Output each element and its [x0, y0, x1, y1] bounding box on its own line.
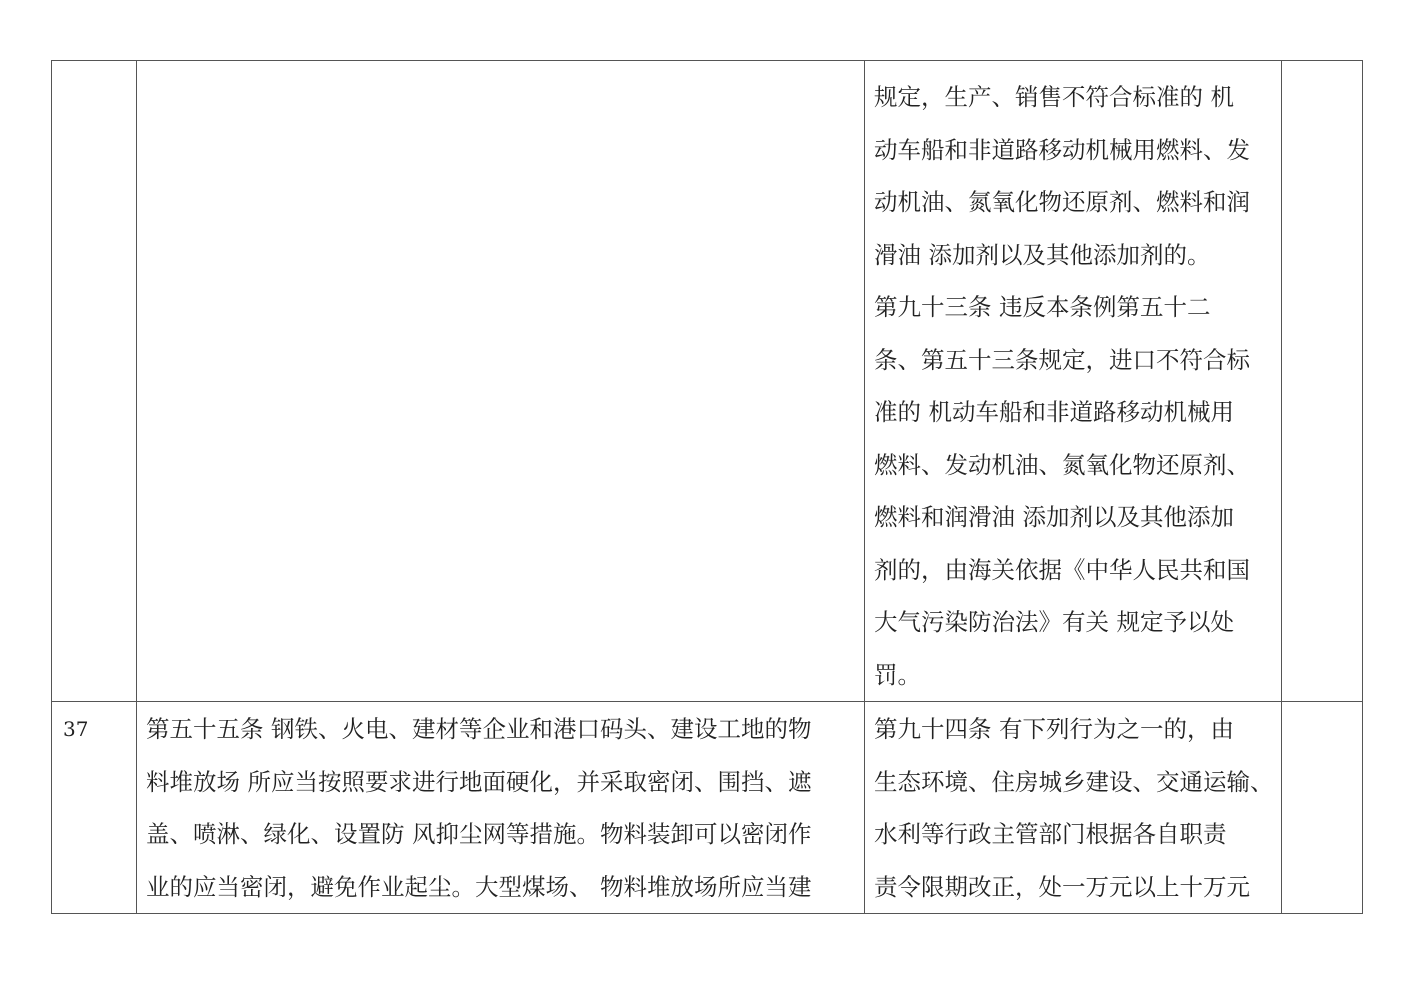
- regulation-comparison-table: [51, 60, 1363, 914]
- text-line: 料堆放场 所应当按照要求进行地面硬化，并采取密闭、围挡、遮: [146, 767, 812, 796]
- original-clause-cell: [137, 61, 865, 702]
- penalty-clause-text: [865, 702, 1281, 913]
- text-line: 第九十四条 有下列行为之一的，由: [874, 715, 1234, 743]
- text-line: 水利等行政主管部门根据各自职责: [874, 820, 1227, 848]
- text-line: 燃料、发动机油、氮氧化物还原剂、: [874, 450, 1250, 479]
- row-number: 37: [63, 717, 89, 741]
- text-line: 条、第五十三条规定，进口不符合标: [874, 345, 1250, 374]
- original-clause-text: [137, 702, 864, 913]
- text-line: 准的 机动车船和非道路移动机械用: [874, 398, 1234, 426]
- text-line: 业的应当密闭，避免作业起尘。大型煤场、 物料堆放场所应当建: [146, 872, 812, 901]
- text-line: 剂的，由海关依据《中华人民共和国: [874, 555, 1250, 584]
- row-number: [52, 61, 136, 62]
- text-line: 滑油 添加剂以及其他添加剂的。: [874, 240, 1211, 269]
- row-number-cell: [52, 61, 137, 702]
- penalty-clause-cell: [865, 61, 1282, 702]
- text-line: 第九十三条 违反本条例第五十二: [874, 293, 1211, 321]
- table-row: [52, 61, 1363, 702]
- text-line: 大气污染防治法》有关 规定予以处: [874, 608, 1234, 636]
- text-line: 盖、喷淋、绿化、设置防 风抑尘网等措施。物料装卸可以密闭作: [146, 820, 812, 848]
- penalty-clause-text: [865, 61, 1281, 701]
- remarks-cell: [1282, 702, 1363, 914]
- text-line: 第五十五条 钢铁、火电、建材等企业和港口码头、建设工地的物: [146, 715, 812, 743]
- text-line: 规定，生产、销售不符合标准的 机: [874, 83, 1234, 111]
- original-clause-text: [137, 61, 864, 62]
- text-line: 生态环境、住房城乡建设、交通运输、: [874, 767, 1274, 796]
- table-row: [52, 702, 1363, 914]
- text-line: 燃料和润滑油 添加剂以及其他添加: [874, 503, 1234, 531]
- original-clause-cell: [137, 702, 865, 914]
- text-line: 责令限期改正，处一万元以上十万元: [874, 872, 1250, 901]
- penalty-clause-cell: [865, 702, 1282, 914]
- text-line: 动车船和非道路移动机械用燃料、发: [874, 135, 1250, 164]
- row-number-cell: [52, 702, 137, 914]
- remarks-cell: [1282, 61, 1363, 702]
- text-line: 罚。: [874, 660, 921, 689]
- text-line: 动机油、氮氧化物还原剂、燃料和润: [874, 188, 1250, 216]
